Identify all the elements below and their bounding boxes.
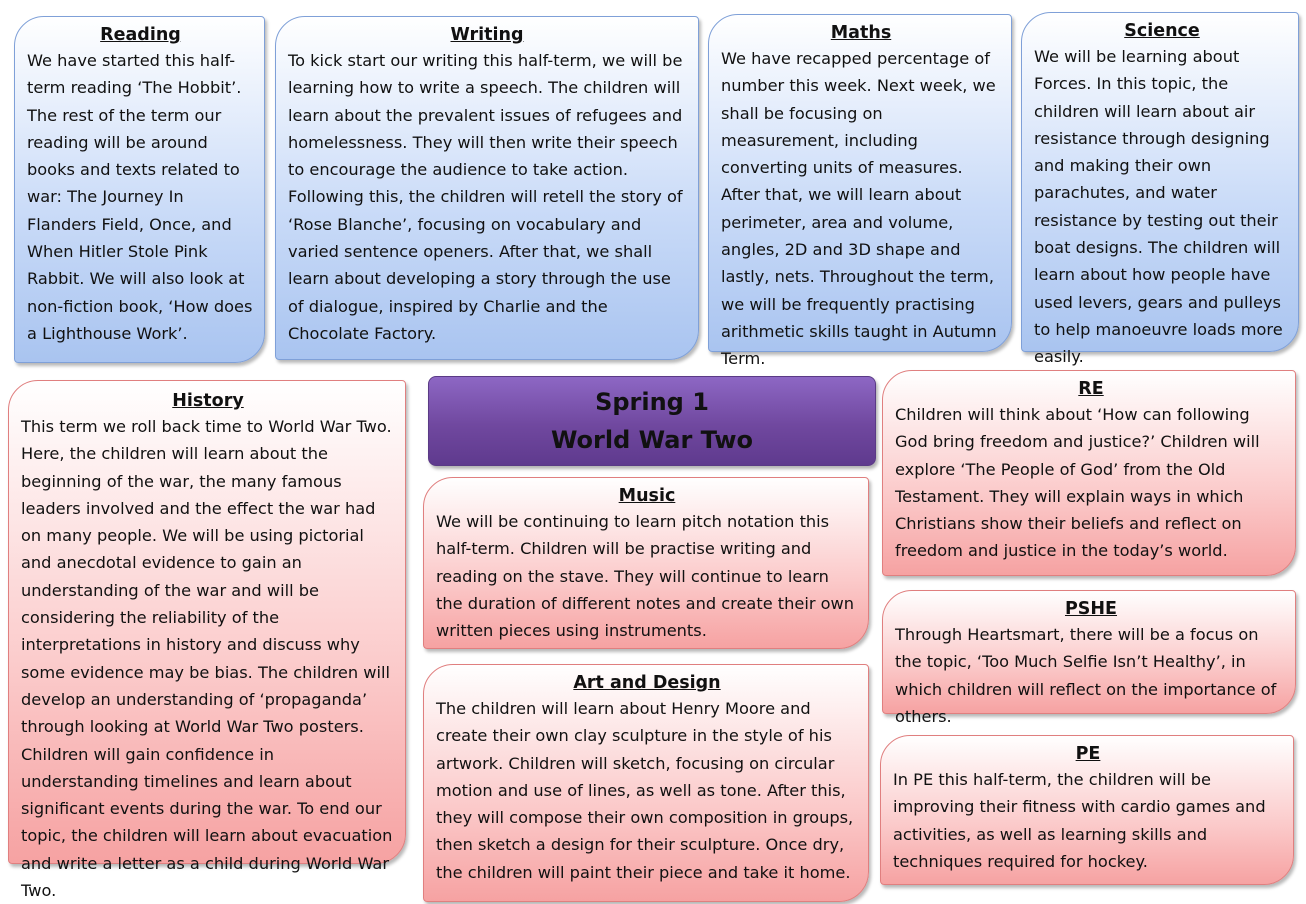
art-design-body: The children will learn about Henry Moore and create their own clay sculpture in the style of his artwork. Children will sketch, focusing on circular motion and use of lines, as well as tone. After this, they will compose their own composition in groups, then sketch a design for their sculpture. Once dry, the children will paint their piece and take it home. <box>436 699 854 882</box>
reading-panel <box>14 16 265 363</box>
writing-title: Writing <box>450 25 524 45</box>
history-panel <box>8 380 406 901</box>
writing-body: To kick start our writing this half-term, we will be learning how to write a speech. The children will learn about the prevalent issues of refugees and homelessness. They will then write their speech to encourage the audience to take action. Following this, the children will retell the story of ‘Rose Blanche’, focusing on vocabulary and varied sentence openers. After that, we shall learn about developing a story through the use of dialogue, inspired by Charlie and the Chocolate Factory. <box>288 51 683 343</box>
re-title: RE <box>1078 379 1104 399</box>
pshe-title: PSHE <box>1064 599 1118 619</box>
music-title: Music <box>618 486 676 506</box>
pshe-panel <box>882 590 1296 726</box>
maths-body: We have recapped percentage of number this week. Next week, we shall be focusing on measurement, including converting units of measures. After that, we will learn about perimeter, area and volume, angles, 2D and 3D shape and lastly, nets. Throughout the term, we will be frequently practising arithmetic skills taught in Autumn Term. <box>721 49 997 369</box>
writing-panel <box>275 16 699 360</box>
pe-body: In PE this half-term, the children will be improving their fitness with cardio games and activities, as well as learning skills and techniques required for hockey. <box>893 770 1266 871</box>
reading-title: Reading <box>100 25 181 45</box>
history-body: This term we roll back time to World War Two. Here, the children will learn about the beginning of the war, the many famous leaders involved and the effect the war had on many people. We will be using pictorial and anecdotal evidence to gain an understanding of the war and will be considering the reliability of the interpretations in history and discuss why some evidence may be bias. The children will develop an understanding of ‘propaganda’ through looking at World War Two posters. Children will gain confidence in understanding timelines and learn about significant events during the war. To end our topic, the children will learn about evacuation and write a letter as a child during World War Two. <box>21 417 393 901</box>
re-panel <box>882 370 1296 576</box>
pe-panel <box>880 735 1294 885</box>
banner-topic: World War Two <box>550 426 754 454</box>
music-body: We will be continuing to learn pitch notation this half-term. Children will be practise writing and reading on the stave. They will continue to learn the duration of different notes and create their own written pieces using instruments. <box>436 512 855 641</box>
pe-title: PE <box>1075 744 1101 764</box>
music-panel <box>423 477 869 649</box>
banner-term: Spring 1 <box>595 388 709 416</box>
maths-panel <box>708 14 1012 369</box>
science-title: Science <box>1124 21 1200 41</box>
maths-title: Maths <box>830 23 892 43</box>
science-panel <box>1021 12 1299 367</box>
pshe-body: Through Heartsmart, there will be a focus on the topic, ‘Too Much Selfie Isn’t Healthy’, in which children will reflect on the importance of others. <box>895 625 1277 726</box>
re-body: Children will think about ‘How can following God bring freedom and justice?’ Children will explore ‘The People of God’ from the Old Testament. They will explain ways in which Christians show their beliefs and reflect on freedom and justice in the today’s world. <box>895 405 1260 561</box>
art-design-title: Art and Design <box>573 673 721 693</box>
history-title: History <box>172 391 244 411</box>
reading-body: We have started this half-term reading ‘The Hobbit’. The rest of the term our reading will be around books and texts related to war: The Journey In Flanders Field, Once, and When Hitler Stole Pink Rabbit. We will also look at non-fiction book, ‘How does a Lighthouse Work’. <box>27 51 253 343</box>
topic-banner <box>428 376 876 466</box>
science-body: We will be learning about Forces. In this topic, the children will learn about air resistance through designing and making their own parachutes, and water resistance by testing out their boat designs. The children will learn about how people have used levers, gears and pulleys to help manoeuvre loads more easily. <box>1034 47 1283 367</box>
art-design-panel <box>423 664 869 902</box>
